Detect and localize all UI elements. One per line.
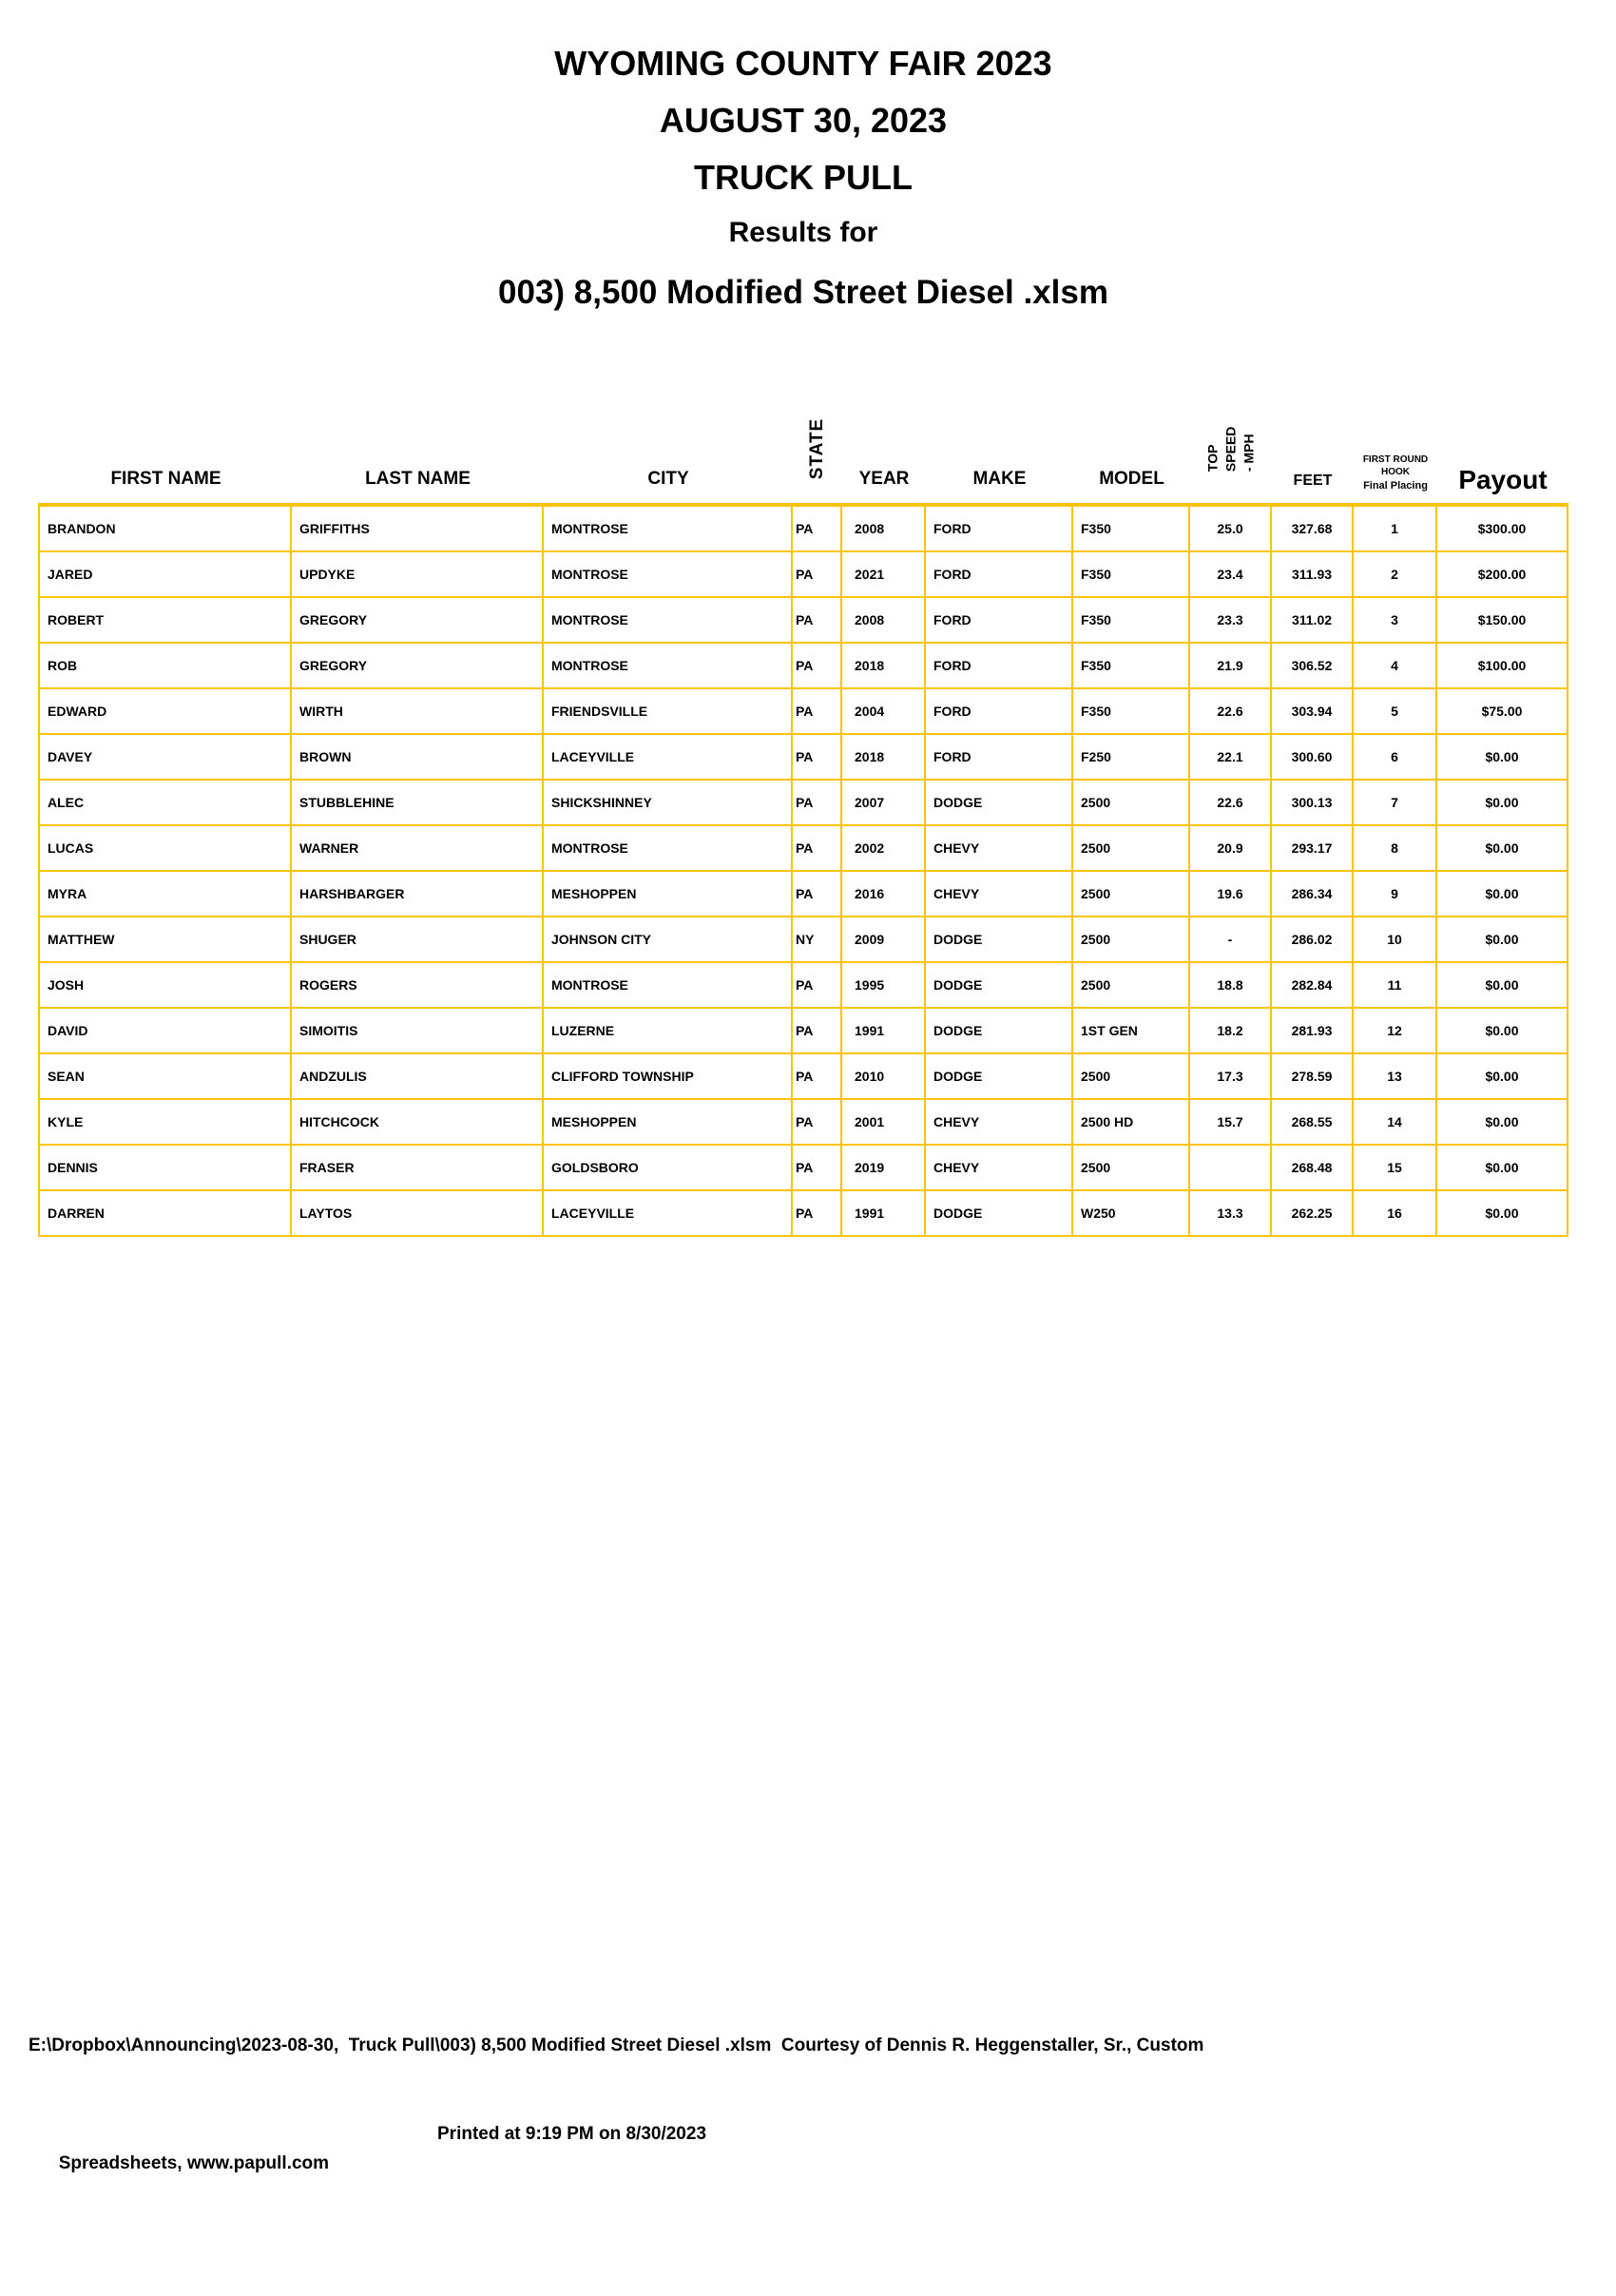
table-cell: 2008: [842, 507, 926, 552]
table-cell: 22.1: [1190, 735, 1272, 781]
col-header-year: YEAR: [858, 469, 910, 489]
table-cell: DAVID: [40, 1009, 292, 1054]
table-cell: 303.94: [1272, 689, 1354, 735]
table-cell: CHEVY: [926, 826, 1073, 872]
table-cell: 23.3: [1190, 598, 1272, 644]
table-cell: MESHOPPEN: [544, 872, 793, 917]
col-header-hook-placing: [1354, 395, 1437, 503]
table-cell: PA: [793, 507, 842, 552]
table-cell: MATTHEW: [40, 917, 292, 963]
table-cell: FORD: [926, 644, 1073, 689]
title-results-for: Results for: [728, 217, 878, 248]
table-cell: $0.00: [1437, 917, 1568, 963]
table-cell: -: [1190, 917, 1272, 963]
table-cell: MONTROSE: [544, 826, 793, 872]
table-cell: LACEYVILLE: [544, 735, 793, 781]
table-cell: $75.00: [1437, 689, 1568, 735]
footer-spreadsheets: Spreadsheets, www.papull.com: [58, 2153, 330, 2173]
table-cell: ALEC: [40, 781, 292, 826]
table-cell: 8: [1354, 826, 1437, 872]
title-date: AUGUST 30, 2023: [659, 101, 948, 140]
col-header-hook-line2: HOOK: [1381, 466, 1410, 477]
col-header-first-name: FIRST NAME: [110, 469, 221, 489]
table-cell: 268.55: [1272, 1100, 1354, 1146]
table-cell: PA: [793, 552, 842, 598]
table-cell: FRIENDSVILLE: [544, 689, 793, 735]
table-cell: 311.93: [1272, 552, 1354, 598]
table-cell: $300.00: [1437, 507, 1568, 552]
table-cell: PA: [793, 963, 842, 1009]
title-class-name: 003) 8,500 Modified Street Diesel .xlsm: [498, 274, 1108, 311]
table-cell: 2: [1354, 552, 1437, 598]
table-cell: PA: [793, 735, 842, 781]
table-cell: SHICKSHINNEY: [544, 781, 793, 826]
table-cell: 281.93: [1272, 1009, 1354, 1054]
table-body: [38, 503, 1568, 1237]
table-cell: 2500: [1073, 963, 1190, 1009]
table-cell: $0.00: [1437, 826, 1568, 872]
table-cell: 1ST GEN: [1073, 1009, 1190, 1054]
table-cell: 6: [1354, 735, 1437, 781]
col-header-last-name: LAST NAME: [365, 469, 471, 489]
table-cell: 2008: [842, 598, 926, 644]
table-cell: 300.13: [1272, 781, 1354, 826]
table-cell: 2500: [1073, 781, 1190, 826]
table-cell: 1991: [842, 1191, 926, 1237]
table-cell: PA: [793, 1100, 842, 1146]
table-cell: 2500: [1073, 1146, 1190, 1191]
table-cell: GREGORY: [292, 644, 544, 689]
table-cell: PA: [793, 598, 842, 644]
table-cell: 18.8: [1190, 963, 1272, 1009]
table-cell: $0.00: [1437, 963, 1568, 1009]
page-footer: [29, 1972, 1597, 2296]
col-header-top-speed-label: TOP SPEED - MPH: [1204, 426, 1257, 472]
table-cell: SHUGER: [292, 917, 544, 963]
table-cell: 15: [1354, 1146, 1437, 1191]
table-cell: ANDZULIS: [292, 1054, 544, 1100]
col-header-hook-line3: Final Placing: [1363, 479, 1428, 492]
table-cell: $0.00: [1437, 872, 1568, 917]
table-cell: PA: [793, 872, 842, 917]
col-header-model: MODEL: [1099, 469, 1164, 489]
table-cell: 2021: [842, 552, 926, 598]
table-cell: 2019: [842, 1146, 926, 1191]
table-cell: 300.60: [1272, 735, 1354, 781]
table-cell: 282.84: [1272, 963, 1354, 1009]
results-table: [38, 395, 1568, 1237]
table-cell: MONTROSE: [544, 644, 793, 689]
table-cell: PA: [793, 1191, 842, 1237]
table-cell: SIMOITIS: [292, 1009, 544, 1054]
table-cell: 2007: [842, 781, 926, 826]
table-cell: MONTROSE: [544, 963, 793, 1009]
table-cell: 1991: [842, 1009, 926, 1054]
footer-file-path: E:\Dropbox\Announcing\2023-08-30, Truck Pull\003) 8,500 Modified Street Diesel .xlsm Courtesy of Dennis R. Heggenstaller, Sr., Custom: [29, 2036, 1204, 2055]
table-cell: 2018: [842, 735, 926, 781]
table-cell: $0.00: [1437, 1009, 1568, 1054]
table-cell: 2500: [1073, 917, 1190, 963]
table-cell: FORD: [926, 735, 1073, 781]
table-cell: PA: [793, 689, 842, 735]
table-cell: GREGORY: [292, 598, 544, 644]
col-header-feet: FEET: [1293, 473, 1333, 489]
table-cell: PA: [793, 1009, 842, 1054]
table-cell: ROGERS: [292, 963, 544, 1009]
col-header-state: [793, 395, 842, 503]
table-cell: 22.6: [1190, 689, 1272, 735]
table-cell: GRIFFITHS: [292, 507, 544, 552]
table-cell: PA: [793, 781, 842, 826]
table-cell: 7: [1354, 781, 1437, 826]
table-cell: 15.7: [1190, 1100, 1272, 1146]
table-cell: 22.6: [1190, 781, 1272, 826]
table-cell: JOSH: [40, 963, 292, 1009]
table-cell: 1995: [842, 963, 926, 1009]
table-cell: 5: [1354, 689, 1437, 735]
table-cell: 3: [1354, 598, 1437, 644]
table-cell: DODGE: [926, 963, 1073, 1009]
table-cell: F250: [1073, 735, 1190, 781]
title-event: WYOMING COUNTY FAIR 2023: [554, 44, 1052, 83]
table-cell: 17.3: [1190, 1054, 1272, 1100]
table-cell: $0.00: [1437, 1054, 1568, 1100]
table-cell: 293.17: [1272, 826, 1354, 872]
table-cell: 10: [1354, 917, 1437, 963]
table-cell: DODGE: [926, 1009, 1073, 1054]
table-cell: FORD: [926, 598, 1073, 644]
table-cell: SEAN: [40, 1054, 292, 1100]
table-cell: CHEVY: [926, 1146, 1073, 1191]
table-cell: FORD: [926, 507, 1073, 552]
table-cell: DODGE: [926, 1054, 1073, 1100]
table-cell: JOHNSON CITY: [544, 917, 793, 963]
table-cell: 14: [1354, 1100, 1437, 1146]
table-cell: $0.00: [1437, 1146, 1568, 1191]
col-header-state-label: STATE: [807, 417, 827, 480]
table-cell: NY: [793, 917, 842, 963]
table-cell: MONTROSE: [544, 552, 793, 598]
title-category: TRUCK PULL: [694, 158, 913, 197]
col-header-top-speed: [1190, 395, 1272, 503]
table-cell: 278.59: [1272, 1054, 1354, 1100]
table-cell: FORD: [926, 552, 1073, 598]
table-cell: MONTROSE: [544, 598, 793, 644]
table-cell: 306.52: [1272, 644, 1354, 689]
table-cell: 2500: [1073, 1054, 1190, 1100]
table-cell: 9: [1354, 872, 1437, 917]
table-cell: F350: [1073, 644, 1190, 689]
table-cell: 2500: [1073, 872, 1190, 917]
table-cell: 2010: [842, 1054, 926, 1100]
table-cell: $0.00: [1437, 1191, 1568, 1237]
table-cell: F350: [1073, 598, 1190, 644]
table-cell: LAYTOS: [292, 1191, 544, 1237]
table-cell: F350: [1073, 507, 1190, 552]
table-cell: 268.48: [1272, 1146, 1354, 1191]
col-header-city: CITY: [647, 469, 689, 489]
table-cell: $0.00: [1437, 781, 1568, 826]
table-cell: 18.2: [1190, 1009, 1272, 1054]
table-cell: F350: [1073, 552, 1190, 598]
table-cell: 25.0: [1190, 507, 1272, 552]
table-cell: LACEYVILLE: [544, 1191, 793, 1237]
table-header-row: [38, 395, 1568, 503]
table-cell: CLIFFORD TOWNSHIP: [544, 1054, 793, 1100]
table-cell: $0.00: [1437, 735, 1568, 781]
table-cell: [1190, 1146, 1272, 1191]
table-cell: 20.9: [1190, 826, 1272, 872]
table-cell: DENNIS: [40, 1146, 292, 1191]
table-cell: EDWARD: [40, 689, 292, 735]
table-cell: 12: [1354, 1009, 1437, 1054]
table-cell: 2018: [842, 644, 926, 689]
table-cell: BRANDON: [40, 507, 292, 552]
table-cell: FRASER: [292, 1146, 544, 1191]
table-cell: DODGE: [926, 917, 1073, 963]
table-cell: PA: [793, 826, 842, 872]
table-cell: MONTROSE: [544, 507, 793, 552]
table-cell: 13: [1354, 1054, 1437, 1100]
table-cell: 21.9: [1190, 644, 1272, 689]
col-header-hook-line1: FIRST ROUND: [1362, 453, 1429, 465]
table-cell: LUZERNE: [544, 1009, 793, 1054]
table-cell: 2016: [842, 872, 926, 917]
table-cell: $200.00: [1437, 552, 1568, 598]
table-cell: GOLDSBORO: [544, 1146, 793, 1191]
table-cell: ROB: [40, 644, 292, 689]
table-cell: CHEVY: [926, 872, 1073, 917]
table-cell: WIRTH: [292, 689, 544, 735]
table-cell: DODGE: [926, 1191, 1073, 1237]
table-cell: W250: [1073, 1191, 1190, 1237]
table-cell: 286.02: [1272, 917, 1354, 963]
table-cell: PA: [793, 1054, 842, 1100]
table-cell: F350: [1073, 689, 1190, 735]
table-cell: 286.34: [1272, 872, 1354, 917]
footer-printed-at: Printed at 9:19 PM on 8/30/2023: [437, 2124, 707, 2144]
table-cell: 11: [1354, 963, 1437, 1009]
table-cell: 1: [1354, 507, 1437, 552]
table-cell: STUBBLEHINE: [292, 781, 544, 826]
table-cell: WARNER: [292, 826, 544, 872]
table-cell: $150.00: [1437, 598, 1568, 644]
table-cell: $0.00: [1437, 1100, 1568, 1146]
table-cell: 2500: [1073, 826, 1190, 872]
table-cell: KYLE: [40, 1100, 292, 1146]
table-cell: HARSHBARGER: [292, 872, 544, 917]
col-header-payout: Payout: [1458, 465, 1548, 494]
table-cell: DAVEY: [40, 735, 292, 781]
table-cell: FORD: [926, 689, 1073, 735]
table-cell: 311.02: [1272, 598, 1354, 644]
table-cell: ROBERT: [40, 598, 292, 644]
table-cell: JARED: [40, 552, 292, 598]
table-cell: BROWN: [292, 735, 544, 781]
table-cell: PA: [793, 644, 842, 689]
table-cell: LUCAS: [40, 826, 292, 872]
table-cell: 2004: [842, 689, 926, 735]
table-cell: DARREN: [40, 1191, 292, 1237]
table-cell: MESHOPPEN: [544, 1100, 793, 1146]
table-cell: 327.68: [1272, 507, 1354, 552]
table-cell: 19.6: [1190, 872, 1272, 917]
table-cell: 4: [1354, 644, 1437, 689]
table-cell: 16: [1354, 1191, 1437, 1237]
table-cell: UPDYKE: [292, 552, 544, 598]
col-header-make: MAKE: [972, 469, 1027, 489]
table-cell: $100.00: [1437, 644, 1568, 689]
table-cell: 13.3: [1190, 1191, 1272, 1237]
table-cell: 262.25: [1272, 1191, 1354, 1237]
table-cell: DODGE: [926, 781, 1073, 826]
table-cell: 2009: [842, 917, 926, 963]
table-cell: 2500 HD: [1073, 1100, 1190, 1146]
table-cell: HITCHCOCK: [292, 1100, 544, 1146]
table-cell: 23.4: [1190, 552, 1272, 598]
table-cell: 2002: [842, 826, 926, 872]
footer-line2: [29, 2119, 1597, 2237]
table-cell: MYRA: [40, 872, 292, 917]
table-cell: CHEVY: [926, 1100, 1073, 1146]
table-cell: 2001: [842, 1100, 926, 1146]
table-cell: PA: [793, 1146, 842, 1191]
